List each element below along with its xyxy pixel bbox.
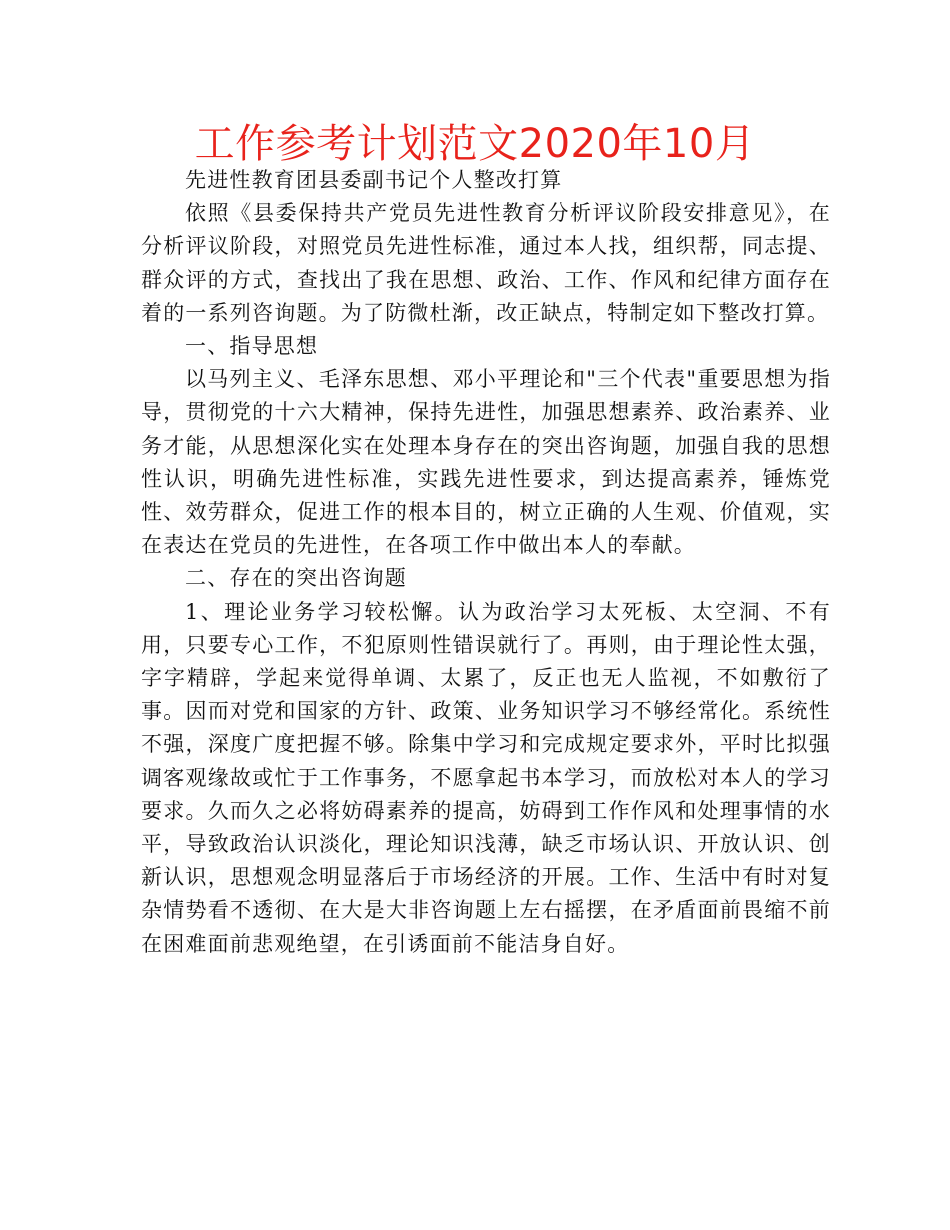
document-subtitle: 先进性教育团县委副书记个人整改打算	[185, 168, 563, 192]
document-title: 工作参考计划范文2020年10月	[194, 121, 756, 167]
intro-paragraph: 依照《县委保持共产党员先进性教育分析评议阶段安排意见》，在分析评议阶段，对照党员先进性标准，通过本人找，组织帮，同志提、群众评的方式，查找出了我在思想、政治、工作、作风和纪律方面存在着的一系列咨询题。为了防微杜渐，改正缺点，特制定如下整改打算。	[141, 201, 831, 325]
guiding-ideology-paragraph: 以马列主义、毛泽东思想、邓小平理论和"三个代表"重要思想为指导，贯彻党的十六大精神，保持先进性，加强思想素养、政治素养、业务才能，从思想深化实在处理本身存在的突出咨询题，加强自我的思想性认识，明确先进性标准，实践先进性要求，到达提高素养，锤炼党性、效劳群众，促进工作的根本目的，树立正确的人生观、价值观，实在表达在党员的先进性，在各项工作中做出本人的奉献。	[141, 367, 831, 558]
problem-1-paragraph: 1、理论业务学习较松懈。认为政治学习太死板、太空洞、不有用，只要专心工作，不犯原则性错误就行了。再则，由于理论性太强，字字精辟，学起来觉得单调、太累了，反正也无人监视，不如敷衍了事。因而对党和国家的方针、政策、业务知识学习不够经常化。系统性不强，深度广度把握不够。除集中学习和完成规定要求外，平时比拟强调客观缘故或忙于工作事务，不愿拿起书本学习，而放松对本人的学习要求。久而久之必将妨碍素养的提高，妨碍到工作作风和处理事情的水平，导致政治认识淡化，理论知识浅薄，缺乏市场认识、开放认识、创新认识，思想观念明显落后于市场经济的开展。工作、生活中有时对复杂情势看不透彻、在大是大非咨询题上左右摇摆，在矛盾面前畏缩不前在困难面前悲观绝望，在引诱面前不能洁身自好。	[141, 599, 831, 956]
section-heading-guiding-ideology: 一、指导思想	[185, 334, 319, 359]
section-heading-existing-problems: 二、存在的突出咨询题	[185, 566, 407, 591]
document-body	[141, 164, 831, 961]
